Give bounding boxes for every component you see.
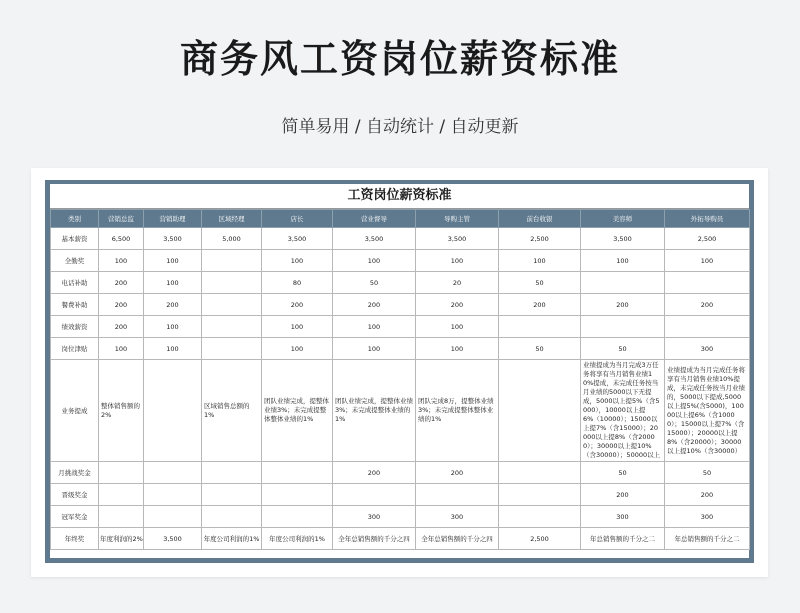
table-cell[interactable]: 200 — [581, 484, 665, 506]
column-header: 外拓导购员 — [665, 210, 750, 228]
table-cell[interactable]: 100 — [144, 250, 202, 272]
row-category-cell[interactable]: 电话补助 — [51, 272, 99, 294]
table-cell[interactable]: 100 — [665, 250, 750, 272]
table-cell[interactable] — [144, 506, 202, 528]
column-header: 前台收银 — [499, 210, 581, 228]
table-cell[interactable]: 100 — [262, 338, 333, 360]
table-cell[interactable]: 200 — [665, 484, 750, 506]
table-cell[interactable]: 2,500 — [499, 528, 581, 550]
column-header: 营销总监 — [99, 210, 144, 228]
table-row — [51, 484, 750, 506]
table-cell[interactable]: 50 — [499, 272, 581, 294]
table-cell[interactable]: 50 — [333, 272, 416, 294]
table-cell[interactable]: 50 — [581, 462, 665, 484]
table-cell[interactable] — [499, 484, 581, 506]
table-cell[interactable] — [581, 316, 665, 338]
table-cell[interactable] — [202, 294, 262, 316]
table-cell[interactable]: 300 — [416, 506, 499, 528]
table-header-row — [51, 210, 750, 228]
table-cell[interactable] — [144, 484, 202, 506]
table-cell[interactable]: 年总销售额的千分之二 — [665, 528, 750, 550]
table-cell[interactable]: 年度公司利润的1% — [202, 528, 262, 550]
table-cell[interactable]: 年度公司利润的1% — [262, 528, 333, 550]
table-cell[interactable] — [499, 360, 581, 462]
table-cell[interactable]: 200 — [99, 294, 144, 316]
table-cell[interactable] — [99, 506, 144, 528]
column-header-category: 类别 — [51, 210, 99, 228]
table-cell[interactable]: 团队完成8万，提整体业绩3%；未完成提整体整体业绩的1% — [416, 360, 499, 462]
table-cell[interactable]: 年度利润的2% — [99, 528, 144, 550]
table-cell[interactable]: 业绩提成为当月完成3万任务将享有当月销售业绩10%提成，未完成任务按当月业绩的5000以下无提成，5000以上提5%（含5000），10000以上提6%（10000）；15000以上提7%（含15000）；20000以上提8%（含20000）；30000以上提10%（含30000）；50000以上 — [581, 360, 665, 462]
table-cell[interactable]: 整体销售额的2% — [99, 360, 144, 462]
row-category-cell[interactable]: 业务提成 — [51, 360, 99, 462]
spreadsheet-sheet — [31, 168, 768, 577]
table-cell[interactable] — [202, 462, 262, 484]
table-cell[interactable] — [665, 272, 750, 294]
table-row — [51, 316, 750, 338]
table-cell[interactable]: 100 — [99, 338, 144, 360]
table-cell[interactable]: 3,500 — [416, 228, 499, 250]
row-category-cell[interactable]: 月挑战奖金 — [51, 462, 99, 484]
page-subtitle: 简单易用 / 自动统计 / 自动更新 — [281, 117, 519, 137]
table-row — [51, 228, 750, 250]
table-cell[interactable] — [262, 506, 333, 528]
row-category-cell[interactable]: 全勤奖 — [51, 250, 99, 272]
table-cell[interactable]: 业绩提成为当月完成任务将享有当月销售业绩10%提成，未完成任务按当月业绩的，5000以下提成,5000以上提5%(含5000)，10000以上提6%（含10000）；15000以上提7%（含15000）；20000以上提8%（含20000）；30000以上提10%（含30000） — [665, 360, 750, 462]
table-cell[interactable]: 50 — [665, 462, 750, 484]
table-cell[interactable] — [333, 484, 416, 506]
table-cell[interactable] — [416, 484, 499, 506]
table-cell[interactable]: 50 — [581, 338, 665, 360]
table-cell[interactable]: 全年总销售额的千分之四 — [416, 528, 499, 550]
table-cell[interactable]: 100 — [416, 250, 499, 272]
table-cell[interactable]: 100 — [333, 250, 416, 272]
row-category-cell[interactable]: 晋级奖金 — [51, 484, 99, 506]
table-cell[interactable] — [202, 250, 262, 272]
row-category-cell[interactable]: 餐费补助 — [51, 294, 99, 316]
table-row — [51, 294, 750, 316]
salary-table — [50, 209, 750, 550]
table-cell[interactable] — [665, 316, 750, 338]
table-title: 工资岗位薪资标准 — [50, 184, 749, 209]
row-category-cell[interactable]: 基本薪资 — [51, 228, 99, 250]
table-cell[interactable]: 全年总销售额的千分之四 — [333, 528, 416, 550]
table-cell[interactable] — [144, 462, 202, 484]
table-cell[interactable]: 200 — [665, 294, 750, 316]
table-row — [51, 528, 750, 550]
row-category-cell[interactable]: 岗位津贴 — [51, 338, 99, 360]
table-cell[interactable]: 3,500 — [262, 228, 333, 250]
table-cell[interactable]: 100 — [333, 338, 416, 360]
table-cell[interactable] — [262, 484, 333, 506]
column-header: 导购主管 — [416, 210, 499, 228]
table-row — [51, 338, 750, 360]
table-cell[interactable] — [99, 484, 144, 506]
table-cell[interactable]: 100 — [262, 250, 333, 272]
table-cell[interactable]: 200 — [144, 294, 202, 316]
table-cell[interactable] — [499, 462, 581, 484]
table-cell[interactable]: 200 — [416, 462, 499, 484]
table-cell[interactable]: 区域销售总额的1% — [202, 360, 262, 462]
table-cell[interactable]: 100 — [416, 338, 499, 360]
table-cell[interactable]: 100 — [144, 316, 202, 338]
table-cell[interactable]: 团队业绩完成，提整体业绩3%；未完成提整体业绩的1% — [333, 360, 416, 462]
table-cell[interactable] — [202, 316, 262, 338]
table-cell[interactable]: 200 — [581, 294, 665, 316]
table-cell[interactable]: 300 — [665, 338, 750, 360]
table-cell[interactable] — [262, 462, 333, 484]
column-header: 营业督导 — [333, 210, 416, 228]
column-header: 营销助理 — [144, 210, 202, 228]
table-cell[interactable]: 200 — [333, 462, 416, 484]
table-cell[interactable]: 100 — [99, 250, 144, 272]
table-cell[interactable]: 200 — [99, 272, 144, 294]
table-cell[interactable]: 300 — [333, 506, 416, 528]
table-cell[interactable]: 200 — [262, 294, 333, 316]
table-cell[interactable]: 200 — [99, 316, 144, 338]
table-cell[interactable]: 300 — [665, 506, 750, 528]
table-cell[interactable]: 年总销售额的千分之二 — [581, 528, 665, 550]
table-frame — [45, 180, 754, 563]
column-header: 美容师 — [581, 210, 665, 228]
table-cell[interactable] — [581, 272, 665, 294]
table-cell[interactable]: 200 — [416, 294, 499, 316]
table-cell[interactable]: 100 — [416, 316, 499, 338]
table-cell[interactable] — [202, 272, 262, 294]
page-title: 商务风工资岗位薪资标准 — [179, 37, 620, 81]
table-row — [51, 272, 750, 294]
column-header: 店长 — [262, 210, 333, 228]
table-row — [51, 250, 750, 272]
table-cell[interactable] — [99, 462, 144, 484]
table-row — [51, 462, 750, 484]
table-cell[interactable] — [499, 506, 581, 528]
row-category-cell[interactable]: 绩效薪资 — [51, 316, 99, 338]
table-cell[interactable]: 200 — [333, 294, 416, 316]
table-cell[interactable]: 100 — [499, 250, 581, 272]
table-cell[interactable]: 300 — [581, 506, 665, 528]
table-cell[interactable]: 3,500 — [333, 228, 416, 250]
table-cell[interactable]: 200 — [499, 294, 581, 316]
table-row — [51, 506, 750, 528]
table-cell[interactable] — [499, 316, 581, 338]
table-cell[interactable]: 80 — [262, 272, 333, 294]
table-container — [50, 184, 749, 558]
table-cell[interactable]: 3,500 — [144, 228, 202, 250]
table-cell[interactable] — [144, 360, 202, 462]
table-cell[interactable]: 100 — [144, 272, 202, 294]
table-cell[interactable]: 5,000 — [202, 228, 262, 250]
table-cell[interactable]: 3,500 — [144, 528, 202, 550]
table-row — [51, 360, 750, 462]
table-cell[interactable]: 50 — [499, 338, 581, 360]
table-cell[interactable] — [202, 484, 262, 506]
row-category-cell[interactable]: 年终奖 — [51, 528, 99, 550]
table-cell[interactable]: 100 — [581, 250, 665, 272]
table-cell[interactable]: 100 — [144, 338, 202, 360]
table-cell[interactable]: 100 — [333, 316, 416, 338]
table-cell[interactable] — [202, 506, 262, 528]
table-cell[interactable] — [202, 338, 262, 360]
table-cell[interactable]: 100 — [262, 316, 333, 338]
row-category-cell[interactable]: 冠军奖金 — [51, 506, 99, 528]
table-cell[interactable]: 20 — [416, 272, 499, 294]
table-cell[interactable]: 2,500 — [499, 228, 581, 250]
table-cell[interactable]: 2,500 — [665, 228, 750, 250]
table-cell[interactable]: 3,500 — [581, 228, 665, 250]
column-header: 区域经理 — [202, 210, 262, 228]
table-cell[interactable]: 团队业绩完成，提整体业绩3%；未完成提整体整体业绩的1% — [262, 360, 333, 462]
table-cell[interactable]: 6,500 — [99, 228, 144, 250]
